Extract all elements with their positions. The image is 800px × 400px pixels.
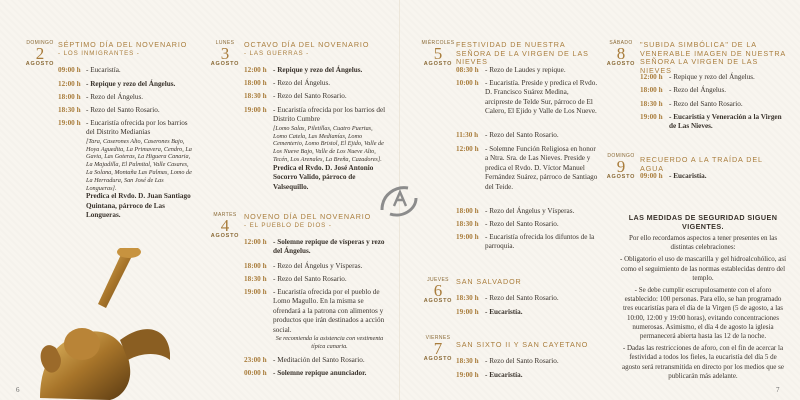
date-box-9 <box>601 153 641 181</box>
event-text: - Rezo de Laudes y repique. <box>485 66 566 74</box>
event-item <box>456 131 598 140</box>
event-text: - Eucaristía. <box>86 66 121 74</box>
day-number: 7 <box>433 339 443 358</box>
day-heading <box>244 213 384 230</box>
day-number: 4 <box>220 216 230 235</box>
event-time: 19:00 h <box>58 119 81 127</box>
event-item <box>244 92 386 101</box>
event-time: 12:00 h <box>244 238 267 246</box>
event-detail: [Lomo Salas, Piletillas, Cuatro Puertas, Lomo Catela, Las Medianías, Lomo Cementerio, Lomo Bristol, El Ejido, Valle de Los Nueve Bajo, Valle de Los Nueve Alto, Tecén, Los Arenales, La Breña, Cazadores]. <box>273 124 384 163</box>
date-box-8 <box>601 40 641 68</box>
page-number-right: 7 <box>776 386 780 394</box>
month-label: AGOSTO <box>606 61 636 67</box>
angel-statue-image <box>10 248 170 400</box>
month-label: AGOSTO <box>423 356 453 362</box>
event-text: - Rezo del Santo Rosario. <box>485 220 559 228</box>
event-detail: [Tara, Caserones Alto, Caserones Bajo, Hoya Aguedita, La Primavera, Cendro, La Gavia, Las Goteras, La Higuera Canaria, La Majadilla, El Palmital, Valle Casares, La Solana, Montaña Las Palmas, Lomo de La Herradura, San José de Las Longueras]. <box>86 137 192 192</box>
day-heading <box>640 156 788 173</box>
event-time: 18:30 h <box>244 92 267 100</box>
event-item <box>456 207 598 216</box>
event-text: - Rezo del Santo Rosario. <box>273 275 347 283</box>
event-time: 18:00 h <box>244 262 267 270</box>
event-time: 10:00 h <box>456 79 479 87</box>
day-number: 3 <box>220 44 230 63</box>
day-subtitle: - LOS INMIGRANTES - <box>58 49 140 57</box>
weekday-label: SÁBADO <box>609 40 633 46</box>
event-time: 19:00 h <box>640 113 663 121</box>
event-extra: Predica el Rvdo. D. Juan Santiago Quintana, párroco de Las Longueras. <box>86 192 191 220</box>
event-time: 08:30 h <box>456 66 479 74</box>
event-item <box>456 308 598 317</box>
day-title: FESTIVIDAD DE NUESTRA SEÑORA DE LA VIRGEN DE LAS NIEVES <box>456 40 589 66</box>
event-time: 19:00 h <box>456 233 479 241</box>
event-text: - Eucaristía. <box>669 172 707 180</box>
event-text: - Eucaristía ofrecida por el pueblo de Lomo Magullo. En la misma se ofrendará a la patrona con alimentos y productos que irán destinados a acción social. <box>273 288 385 334</box>
event-time: 18:30 h <box>58 106 81 114</box>
event-item <box>244 238 386 257</box>
event-item <box>58 80 198 89</box>
weekday-label: MIÉRCOLES <box>421 40 455 46</box>
event-item <box>640 86 788 95</box>
event-text: - Repique y rezo del Ángelus. <box>86 80 176 88</box>
event-item <box>244 369 386 378</box>
event-text: - Rezo del Santo Rosario. <box>485 357 559 365</box>
event-item <box>244 106 386 192</box>
event-time: 18:30 h <box>456 220 479 228</box>
event-item <box>58 119 195 221</box>
event-time: 18:00 h <box>58 93 81 101</box>
day-subtitle: - EL PUEBLO DE DIOS - <box>244 221 332 229</box>
notice-paragraph-2: - Se debe cumplir escrupulosamente con el aforo establecido: 100 personas. Para ello, se han programado tres eucaristías para el día de la Virgen (5 de agosto, a las 10:00, 12:00 y 19:00 horas), evitando concentraciones numerosas. Asimismo, el día 4 de agosto la iglesia permanecerá abierta hasta las 12 de la noche. <box>622 286 784 341</box>
weekday-label: VIERNES <box>425 335 451 341</box>
date-box-5 <box>418 40 458 68</box>
event-text: - Eucaristía y Veneración a la Virgen de Las Nieves. <box>669 113 782 131</box>
date-box-2 <box>20 40 60 68</box>
date-box-3 <box>205 40 245 68</box>
month-label: AGOSTO <box>423 298 453 304</box>
event-time: 09:00 h <box>58 66 81 74</box>
event-text: - Rezo del Santo Rosario. <box>273 92 347 100</box>
event-time: 11:30 h <box>456 131 479 139</box>
event-text: - Solemne repique anunciador. <box>273 369 367 377</box>
day-heading <box>456 278 596 287</box>
event-item <box>244 288 386 351</box>
weekday-label: DOMINGO <box>26 40 54 46</box>
event-item <box>58 106 198 115</box>
event-item <box>456 79 598 117</box>
weekday-label: JUEVES <box>427 277 449 283</box>
event-text: - Rezo del Ángelus. <box>669 86 727 94</box>
event-item <box>640 100 788 109</box>
event-text: - Meditación del Santo Rosario. <box>273 356 365 364</box>
safety-notice <box>620 213 786 381</box>
event-text: - Rezo del Santo Rosario. <box>669 100 743 108</box>
event-text: - Eucaristía. <box>485 371 523 379</box>
event-item <box>456 220 598 229</box>
notice-title: LAS MEDIDAS DE SEGURIDAD SIGUEN VIGENTES. <box>628 213 778 231</box>
weekday-label: LUNES <box>215 40 235 46</box>
notice-paragraph-3: - Dadas las restricciones de aforo, con el fin de acercar la festividad a todos los fieles, la eucaristía del día 5 de agosto será retransmitida en directo por los medios que se publicarán más adelante. <box>622 344 784 380</box>
event-item <box>456 371 598 380</box>
event-item <box>244 262 386 271</box>
day-title: RECUERDO A LA TRAÍDA DEL AGUA <box>640 155 763 173</box>
event-text: - Solemne Función Religiosa en honor a Ntra. Sra. de Las Nieves. Preside y predica el Rvdo. D. Víctor Manuel Fernández Suárez, párroco de Santiago del Teide. <box>485 145 598 191</box>
event-time: 18:00 h <box>456 207 479 215</box>
day-number: 5 <box>433 44 443 63</box>
date-box-6 <box>418 277 458 305</box>
day-number: 2 <box>35 44 45 63</box>
event-time: 19:00 h <box>244 288 267 296</box>
notice-intro: Por ello recordamos aspectos a tener presentes en las distintas celebraciones: <box>628 234 778 252</box>
event-text: - Rezo del Ángelus y Vísperas. <box>485 207 575 215</box>
event-text: - Rezo del Santo Rosario. <box>485 131 559 139</box>
day-title: "SUBIDA SIMBÓLICA" DE LA VENERABLE IMAGEN DE NUESTRA SEÑORA LA VIRGEN DE LAS NIEVES <box>640 40 786 75</box>
event-detail: Se recomienda la asistencia con vestimenta típica canaria. <box>275 335 384 350</box>
event-text: - Repique y rezo del Ángelus. <box>273 66 363 74</box>
day-heading <box>456 41 596 67</box>
event-item <box>244 66 386 75</box>
month-label: AGOSTO <box>210 61 240 67</box>
day-heading <box>244 41 384 58</box>
month-label: AGOSTO <box>25 61 55 67</box>
event-time: 18:00 h <box>640 86 663 94</box>
event-text: - Eucaristía ofrecida los difuntos de la parroquia. <box>485 233 595 251</box>
day-title: NOVENO DÍA DEL NOVENARIO <box>244 212 372 221</box>
event-time: 23:00 h <box>244 356 267 364</box>
event-time: 18:30 h <box>244 275 267 283</box>
event-text: - Rezo del Santo Rosario. <box>86 106 160 114</box>
month-label: AGOSTO <box>210 233 240 239</box>
event-time: 18:00 h <box>244 79 267 87</box>
day-subtitle: - LAS GUERRAS - <box>244 49 310 57</box>
event-text: - Eucaristía ofrecida por los barrios del Distrito Medianías <box>86 119 188 137</box>
day-heading <box>640 41 788 75</box>
event-text: - Rezo del Ángelus. <box>273 79 331 87</box>
event-item <box>58 93 198 102</box>
event-time: 00:00 h <box>244 369 267 377</box>
parish-logo-icon <box>376 180 422 220</box>
day-title: SAN SIXTO II Y SAN CAYETANO <box>456 340 589 349</box>
event-text: - Eucaristía ofrecida por los barrios del Distrito Cumbre <box>273 106 386 124</box>
event-item <box>456 233 598 252</box>
weekday-label: MARTES <box>213 212 237 218</box>
weekday-label: DOMINGO <box>607 153 635 159</box>
event-time: 19:00 h <box>456 308 479 316</box>
month-label: AGOSTO <box>423 61 453 67</box>
event-extra: Predica el Rvdo. D. José Antonio Socorro Valido, párroco de Valsequillo. <box>273 163 374 191</box>
event-item <box>640 113 788 132</box>
notice-paragraph-1: - Obligatorio el uso de mascarilla y gel hidroalcohólico, así como el seguimiento de las normas establecidas dentro del templo. <box>620 255 787 282</box>
event-text: - Eucaristía. <box>485 308 523 316</box>
event-item <box>640 172 788 181</box>
day-heading <box>58 41 188 58</box>
day-number: 8 <box>616 44 626 63</box>
event-time: 12:00 h <box>640 73 663 81</box>
event-item <box>456 66 598 75</box>
event-time: 19:00 h <box>456 371 479 379</box>
day-title: OCTAVO DÍA DEL NOVENARIO <box>244 40 370 49</box>
event-time: 12:00 h <box>244 66 267 74</box>
event-time: 18:30 h <box>640 100 663 108</box>
page-number-left: 6 <box>16 386 20 394</box>
event-text: - Rezo del Santo Rosario. <box>485 294 559 302</box>
event-item <box>58 66 198 75</box>
event-text: - Eucaristía. Preside y predica el Rvdo. D. Francisco Suárez Medina, arcipreste de Telde Sur, párroco de El Calero, El Ejido y Valle de Los Nueve. <box>485 79 598 116</box>
date-box-7 <box>418 335 458 363</box>
event-item <box>244 275 386 284</box>
event-text: - Repique y rezo del Ángelus. <box>669 73 755 81</box>
event-item <box>456 294 598 303</box>
day-title: SAN SALVADOR <box>456 277 522 286</box>
event-item <box>244 356 386 365</box>
event-time: 18:30 h <box>456 357 479 365</box>
event-time: 09:00 h <box>640 172 663 180</box>
day-number: 6 <box>433 281 443 300</box>
date-box-4 <box>205 212 245 240</box>
event-time: 18:30 h <box>456 294 479 302</box>
event-text: - Rezo del Ángelus. <box>86 93 144 101</box>
event-item <box>244 79 386 88</box>
event-text: - Solemne repique de vísperas y rezo del Ángelus. <box>273 238 385 256</box>
event-time: 12:00 h <box>456 145 479 153</box>
event-time: 19:00 h <box>244 106 267 114</box>
event-item <box>640 73 788 82</box>
event-item <box>456 357 598 366</box>
day-title: SÉPTIMO DÍA DEL NOVENARIO <box>58 40 188 49</box>
event-item <box>456 145 598 192</box>
day-heading <box>456 341 596 350</box>
event-text: - Rezo del Ángelus y Vísperas. <box>273 262 363 270</box>
event-time: 12:00 h <box>58 80 81 88</box>
day-number: 9 <box>616 157 626 176</box>
month-label: AGOSTO <box>606 174 636 180</box>
